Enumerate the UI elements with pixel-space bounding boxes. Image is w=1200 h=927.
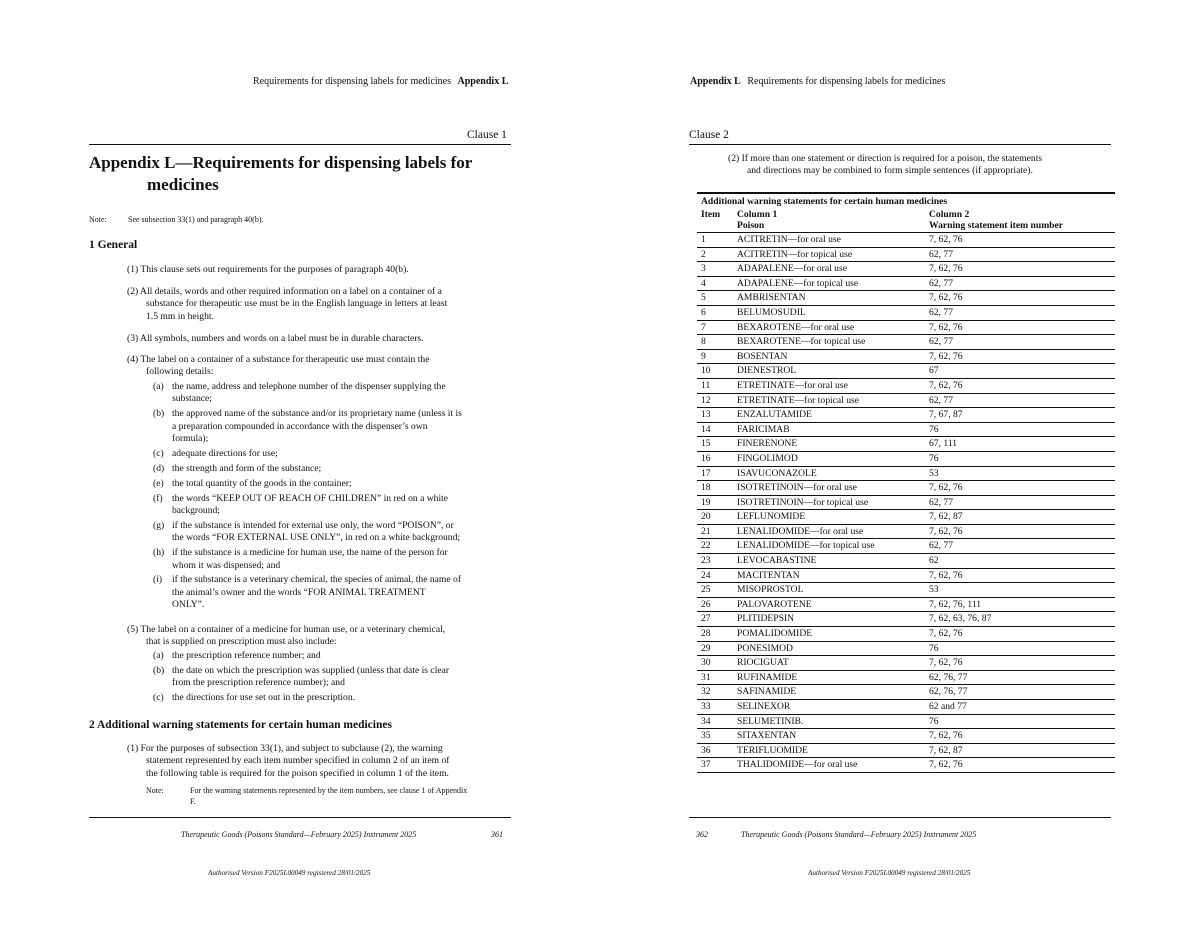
list-item-label: (f) [153, 492, 163, 504]
table-row [697, 423, 1115, 438]
list-item-label: (c) [153, 692, 164, 703]
cell-warning: 62, 77 [929, 306, 953, 318]
cell-warning: 7, 62, 76 [929, 525, 963, 537]
cell-poison: BELUMOSUDIL [737, 306, 806, 318]
paragraph: the following table is required for the poison specified in column 1 of the item. [146, 767, 449, 779]
running-header [690, 76, 945, 87]
cell-poison: PONESIMOD [737, 642, 793, 654]
list-item-label: (b) [153, 664, 165, 676]
list-item-text: the directions for use set out in the prescription. [172, 692, 356, 703]
table-row [697, 583, 1115, 598]
running-header [253, 76, 508, 87]
cell-warning: 62, 76, 77 [929, 671, 968, 683]
authorised-version: Authorised Version F2025L00049 registered 28/01/2025 [808, 869, 971, 877]
header-col1: Column 1 [737, 209, 778, 220]
cell-item: 1 [701, 234, 706, 245]
cell-poison: PLITIDEPSIN [737, 613, 795, 625]
table-row [697, 569, 1115, 584]
running-header-appendix: Appendix L [690, 76, 741, 87]
section-heading-2: 2 Additional warning statements for certain human medicines [89, 719, 392, 731]
table-row [697, 248, 1115, 263]
table-row [697, 277, 1115, 292]
running-header-appendix: Appendix L [457, 76, 509, 87]
cell-item: 36 [701, 744, 711, 756]
cell-poison: FINERENONE [737, 438, 798, 450]
cell-poison: AMBRISENTAN [737, 292, 806, 304]
table-row [697, 306, 1115, 321]
list-item-label: (c) [153, 447, 164, 459]
cell-poison: LENALIDOMIDE—for oral use [737, 525, 864, 537]
cell-item: 23 [701, 555, 711, 567]
cell-poison: TERIFLUOMIDE [737, 744, 808, 756]
note [89, 215, 264, 224]
note-text: See subsection 33(1) and paragraph 40(b). [128, 215, 264, 224]
cell-warning: 76 [929, 452, 939, 464]
cell-warning: 67 [929, 365, 939, 377]
list-item-text: the words “FOR EXTERNAL USE ONLY”, in red on a white background; [172, 532, 461, 544]
list-item-text: substance; [172, 393, 212, 405]
cell-warning: 7, 67, 87 [929, 409, 963, 421]
paragraph: and directions may be combined to form simple sentences (if appropriate). [747, 165, 1033, 177]
list-item-text: the prescription reference number; and [172, 649, 321, 661]
table-row [697, 539, 1115, 554]
cell-poison: SAFINAMIDE [737, 686, 797, 698]
list-item-label: (a) [153, 649, 164, 661]
list-item-text: whom it was dispensed; and [172, 559, 281, 571]
page-number: 362 [696, 830, 708, 839]
table-body [697, 233, 1115, 773]
header-col2: Column 2 [929, 209, 970, 220]
cell-poison: RIOCIGUAT [737, 657, 789, 669]
paragraph: 1.5 mm in height. [146, 310, 214, 322]
table-row [697, 715, 1115, 730]
cell-poison: DIENESTROL [737, 365, 797, 377]
cell-warning: 62 [929, 555, 939, 567]
cell-poison: SELINEXOR [737, 701, 791, 712]
list-item-label: (i) [153, 574, 163, 586]
table-row [697, 744, 1115, 759]
cell-poison: ISAVUCONAZOLE [737, 467, 817, 479]
cell-warning: 62, 77 [929, 336, 953, 348]
cell-item: 9 [701, 350, 706, 362]
cell-poison: ACITRETIN—for oral use [737, 234, 841, 245]
cell-poison: ETRETINATE—for topical use [737, 394, 860, 406]
cell-item: 5 [701, 292, 706, 304]
cell-item: 20 [701, 511, 711, 523]
footer-title: Therapeutic Goods (Poisons Standard—February 2025) Instrument 2025 [181, 830, 417, 839]
note-label: Note: [146, 786, 164, 795]
list-item-text: from the prescription reference number); and [172, 677, 345, 689]
list-item-label: (b) [153, 408, 165, 420]
list-item-text: the approved name of the substance and/or its proprietary name (unless it is [172, 408, 462, 420]
table-row [697, 525, 1115, 540]
running-header-text: Requirements for dispensing labels for medicines [253, 76, 452, 87]
cell-warning: 76 [929, 642, 939, 654]
list-item-text: if the substance is intended for external use only, the word “POISON”, or [172, 519, 454, 531]
cell-poison: FINGOLIMOD [737, 452, 798, 464]
cell-poison: ISOTRETINOIN—for topical use [737, 496, 869, 508]
list-item-text: the total quantity of the goods in the container; [172, 477, 352, 489]
cell-item: 28 [701, 628, 711, 640]
cell-item: 2 [701, 248, 706, 260]
cell-poison: LENALIDOMIDE—for topical use [737, 540, 875, 552]
page-number: 361 [491, 830, 503, 839]
cell-warning: 67, 111 [929, 438, 958, 450]
cell-item: 12 [701, 394, 711, 406]
paragraph: substance for therapeutic use must be in the English language in letters at least [146, 298, 448, 310]
cell-warning: 7, 62, 76 [929, 379, 963, 391]
cell-warning: 62, 77 [929, 394, 953, 406]
list-item-text: adequate directions for use; [172, 447, 278, 459]
table-row [697, 467, 1115, 482]
table-caption: Additional warning statements for certain human medicines [697, 192, 1115, 209]
table-row [697, 437, 1115, 452]
cell-warning: 62, 77 [929, 496, 953, 508]
cell-poison: BEXAROTENE—for topical use [737, 336, 866, 348]
paragraph: statement represented by each item number specified in column 2 of an item of [146, 755, 450, 767]
table-row [697, 364, 1115, 379]
cell-poison: FARICIMAB [737, 423, 790, 435]
list-item-label: (e) [153, 477, 164, 489]
table-row [697, 510, 1115, 525]
cell-item: 25 [701, 584, 711, 596]
list-item-text: formula); [172, 432, 209, 444]
table-row [697, 758, 1115, 773]
list-item-text: ONLY”. [172, 599, 205, 611]
list-item-text: the animal’s owner and the words “FOR ANIMAL TREATMENT [172, 586, 426, 598]
table-row [697, 262, 1115, 277]
title-line-2: medicines [147, 175, 219, 194]
cell-item: 16 [701, 452, 711, 464]
paragraph: (4) The label on a container of a substance for therapeutic use must contain the [127, 354, 430, 365]
list-item-text: the name, address and telephone number of the dispenser supplying the [172, 380, 446, 392]
footer-title: Therapeutic Goods (Poisons Standard—February 2025) Instrument 2025 [741, 830, 977, 839]
cell-item: 35 [701, 730, 711, 742]
paragraph: (1) For the purposes of subsection 33(1), and subject to subclause (2), the warning [127, 743, 443, 754]
footer-rule [689, 817, 1111, 818]
cell-item: 34 [701, 715, 711, 727]
table-row [697, 656, 1115, 671]
cell-item: 14 [701, 423, 711, 435]
cell-item: 32 [701, 686, 711, 698]
cell-item: 27 [701, 613, 711, 625]
cell-warning: 7, 62, 76, 111 [929, 598, 982, 610]
cell-warning: 7, 62, 76 [929, 350, 963, 362]
table-row [697, 408, 1115, 423]
list-item-label: (d) [153, 462, 165, 474]
note-text: F. [190, 797, 196, 806]
list-item-label: (g) [153, 519, 165, 531]
cell-warning: 7, 62, 87 [929, 744, 963, 756]
cell-warning: 7, 62, 76 [929, 657, 963, 669]
cell-warning: 53 [929, 584, 939, 596]
table-row [697, 350, 1115, 365]
cell-item: 21 [701, 525, 711, 537]
list-item-text: the strength and form of the substance; [172, 462, 322, 474]
list-item-text: a preparation compounded in accordance with the dispenser’s own [172, 420, 428, 432]
title-line-1: Appendix L—Requirements for dispensing labels for [89, 153, 473, 172]
list-item-text: if the substance is a medicine for human use, the name of the person for [172, 547, 448, 559]
header-col2-sub: Warning statement item number [929, 220, 1064, 231]
page-title [89, 152, 472, 196]
cell-warning: 7, 62, 76 [929, 321, 963, 333]
table-row [697, 729, 1115, 744]
cell-poison: ADAPALENE—for oral use [737, 263, 847, 275]
cell-warning: 7, 62, 76 [929, 482, 963, 494]
table-row [697, 598, 1115, 613]
list-item-text: the date on which the prescription was supplied (unless that date is clear [172, 664, 450, 676]
cell-poison: SELUMETINIB. [737, 715, 804, 727]
cell-warning: 7, 62, 76 [929, 730, 963, 742]
cell-item: 13 [701, 409, 711, 421]
cell-item: 7 [701, 321, 706, 333]
cell-poison: ETRETINATE—for oral use [737, 379, 848, 391]
paragraph: (1) This clause sets out requirements for the purposes of paragraph 40(b). [127, 264, 409, 275]
table-row [697, 671, 1115, 686]
cell-item: 18 [701, 482, 711, 494]
note-text: For the warning statements represented by the item numbers, see clause 1 of Appendix [190, 786, 468, 795]
cell-warning: 7, 62, 87 [929, 511, 963, 523]
header-col1-sub: Poison [737, 220, 765, 231]
cell-warning: 7, 62, 76 [929, 292, 963, 304]
cell-poison: ISOTRETINOIN—for oral use [737, 482, 857, 494]
cell-item: 31 [701, 671, 711, 683]
cell-item: 11 [701, 379, 711, 391]
paragraph: (2) If more than one statement or direction is required for a poison, the statements [728, 153, 1043, 164]
cell-poison: BOSENTAN [737, 350, 788, 362]
list-item-text: the words “KEEP OUT OF REACH OF CHILDREN” in red on a white [172, 492, 449, 504]
cell-warning: 62, 77 [929, 540, 953, 552]
table-row [697, 554, 1115, 569]
cell-item: 8 [701, 336, 706, 348]
cell-item: 26 [701, 598, 711, 610]
list-item-label: (a) [153, 380, 164, 392]
cell-item: 24 [701, 569, 711, 581]
clause-label: Clause 2 [689, 129, 729, 141]
paragraph: (2) All details, words and other required information on a label on a container of a [127, 286, 442, 297]
table-row [697, 685, 1115, 700]
table-row [697, 700, 1115, 715]
cell-poison: ACITRETIN—for topical use [737, 248, 853, 260]
cell-warning: 7, 62, 76 [929, 569, 963, 581]
cell-poison: MISOPROSTOL [737, 584, 804, 596]
note-label: Note: [89, 215, 107, 224]
clause-label: Clause 1 [467, 129, 507, 141]
cell-warning: 7, 62, 63, 76, 87 [929, 613, 992, 625]
running-header-text: Requirements for dispensing labels for medicines [747, 76, 946, 87]
cell-item: 22 [701, 540, 711, 552]
cell-poison: ENZALUTAMIDE [737, 409, 812, 421]
cell-item: 15 [701, 438, 711, 450]
section-heading-1: 1 General [89, 239, 138, 251]
cell-item: 29 [701, 642, 711, 654]
cell-item: 3 [701, 263, 706, 275]
footer-rule [89, 817, 511, 818]
clause-rule [689, 144, 1111, 145]
table-row [697, 627, 1115, 642]
cell-item: 19 [701, 496, 711, 508]
cell-warning: 7, 62, 76 [929, 234, 963, 245]
cell-warning: 62 and 77 [929, 701, 967, 712]
table-row [697, 321, 1115, 336]
table-row [697, 496, 1115, 511]
cell-warning: 76 [929, 423, 939, 435]
table-row [697, 335, 1115, 350]
table-row [697, 481, 1115, 496]
table-row [697, 379, 1115, 394]
cell-poison: BEXAROTENE—for oral use [737, 321, 855, 333]
cell-poison: LEFLUNOMIDE [737, 511, 806, 523]
cell-poison: PALOVAROTENE [737, 598, 812, 610]
cell-poison: MACITENTAN [737, 569, 800, 581]
cell-warning: 7, 62, 76 [929, 263, 963, 275]
table-row [697, 452, 1115, 467]
cell-poison: LEVOCABASTINE [737, 555, 817, 567]
list-item-text: if the substance is a veterinary chemical, the species of animal, the name of [172, 574, 462, 586]
cell-poison: POMALIDOMIDE [737, 628, 813, 640]
cell-item: 6 [701, 306, 706, 318]
cell-warning: 76 [929, 715, 939, 727]
header-item: Item [701, 209, 721, 220]
cell-warning: 62, 76, 77 [929, 686, 968, 698]
table-row [697, 642, 1115, 657]
list-item-label: (h) [153, 547, 165, 559]
table-row [697, 612, 1115, 627]
paragraph: that is supplied on prescription must also include: [146, 636, 337, 648]
cell-item: 37 [701, 759, 711, 771]
cell-poison: THALIDOMIDE—for oral use [737, 759, 858, 771]
cell-warning: 7, 62, 76 [929, 759, 963, 771]
table-row [697, 291, 1115, 306]
cell-poison: RUFINAMIDE [737, 671, 798, 683]
table-header [697, 209, 1115, 233]
cell-item: 4 [701, 277, 706, 289]
cell-warning: 62, 77 [929, 277, 953, 289]
paragraph: (5) The label on a container of a medicine for human use, or a veterinary chemical, [127, 624, 446, 635]
cell-warning: 62, 77 [929, 248, 953, 260]
table-row [697, 233, 1115, 248]
authorised-version: Authorised Version F2025L00049 registered 28/01/2025 [208, 869, 371, 877]
cell-item: 33 [701, 701, 711, 712]
clause-rule [89, 144, 511, 145]
cell-item: 10 [701, 365, 711, 377]
cell-poison: SITAXENTAN [737, 730, 797, 742]
cell-item: 30 [701, 657, 711, 669]
cell-warning: 7, 62, 76 [929, 628, 963, 640]
paragraph: following details: [146, 366, 214, 378]
paragraph: (3) All symbols, numbers and words on a label must be in durable characters. [127, 333, 424, 344]
cell-poison: ADAPALENE—for topical use [737, 277, 859, 289]
warning-statements-table [697, 192, 1115, 773]
cell-warning: 53 [929, 467, 939, 479]
list-item-text: background; [172, 504, 220, 516]
cell-item: 17 [701, 467, 711, 479]
table-row [697, 394, 1115, 409]
